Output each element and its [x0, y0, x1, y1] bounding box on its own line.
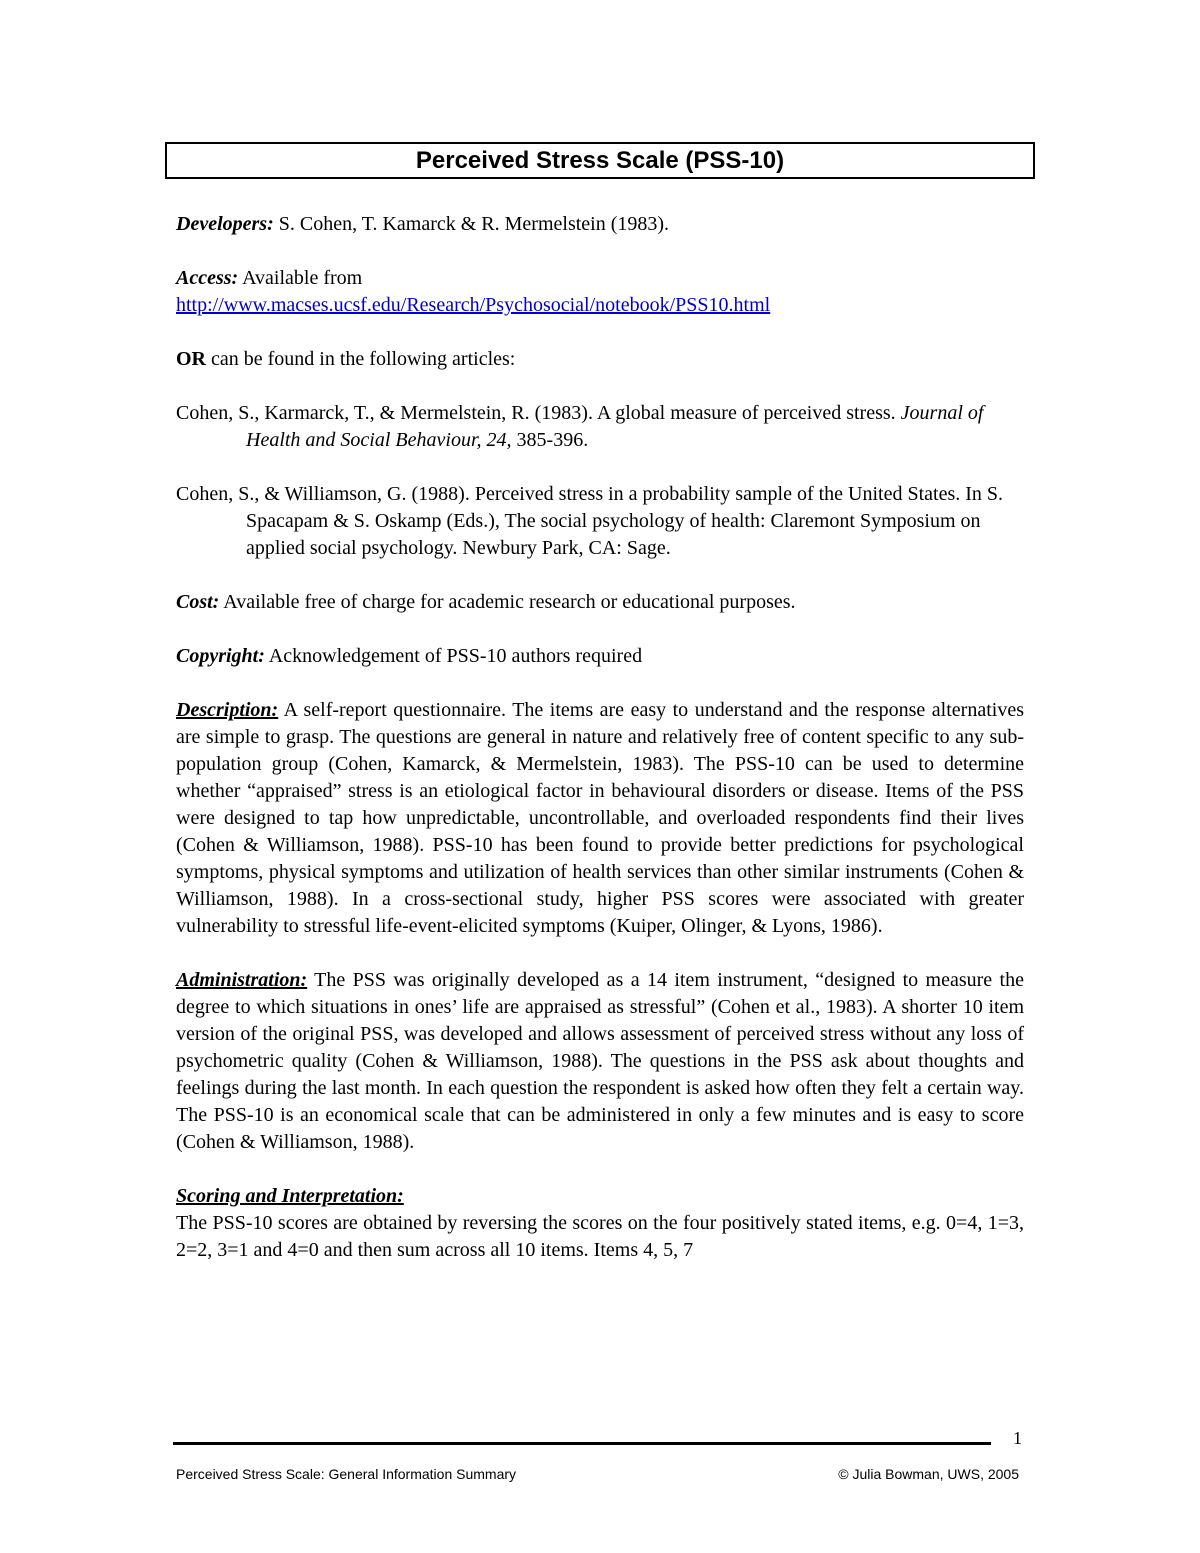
cost-label: Cost: [176, 591, 220, 613]
access-text: Available from [238, 267, 363, 289]
copyright-label: Copyright: [176, 645, 265, 667]
or-text: can be found in the following articles: [206, 348, 516, 370]
reference-1-pages: 385-396. [511, 429, 589, 451]
developers-label: Developers: [176, 213, 274, 235]
administration-label: Administration: [176, 969, 308, 991]
or-bold: OR [176, 348, 206, 370]
description-label: Description: [176, 699, 279, 721]
access-label: Access: [176, 267, 239, 289]
reference-1-text: Cohen, S., Karmarck, T., & Mermelstein, R. (1983). A global measure of perceived stress. [176, 402, 901, 424]
administration-section [176, 967, 1024, 1156]
cost-text: Available free of charge for academic research or educational purposes. [219, 591, 796, 613]
reference-item-1 [176, 400, 1024, 454]
document-body [176, 211, 1024, 1291]
scoring-label: Scoring and Interpretation: [176, 1185, 404, 1207]
scoring-text: The PSS-10 scores are obtained by reversing the scores on the four positively stated items, e.g. 0=4, 1=3, 2=2, 3=1 and 4=0 and then sum across all 10 items. Items 4, 5, 7 [176, 1212, 1024, 1261]
scoring-heading [176, 1183, 1024, 1210]
footer-document-title: Perceived Stress Scale: General Information Summary [176, 1466, 517, 1482]
administration-text: The PSS was originally developed as a 14 item instrument, “designed to measure the degree to which situations in ones’ life are appraised as stressful” (Cohen et al., 1983). A shorter 10 item version of the original PSS, was developed and allows assessment of perceived stress without any loss of psychometric quality (Cohen & Williamson, 1988). The questions in the PSS ask about thoughts and feelings during the last month. In each question the respondent is asked how often they felt a certain way. The PSS-10 is an economical scale that can be administered in only a few minutes and is easy to score (Cohen & Williamson, 1988). [176, 969, 1024, 1153]
footer-divider [173, 1442, 991, 1445]
cost-section [176, 589, 1024, 616]
reference-2-text: Cohen, S., & Williamson, G. (1988). Perceived stress in a probability sample of the United States. In S. Spacapam & S. Oskamp (Eds.), The social psychology of health: Claremont Symposium on applied social psychology. Newbury Park, CA: Sage. [176, 483, 1004, 559]
access-url-link[interactable]: http://www.macses.ucsf.edu/Research/Psychosocial/notebook/PSS10.html [176, 294, 771, 316]
copyright-text: Acknowledgement of PSS-10 authors required [264, 645, 643, 667]
reference-1-journal: Journal of Health and Social Behaviour, 24, [246, 402, 984, 451]
page-title: Perceived Stress Scale (PSS-10) [165, 142, 1035, 179]
reference-item-2 [176, 481, 1024, 562]
developers-text: S. Cohen, T. Kamarck & R. Mermelstein (1983). [273, 213, 670, 235]
developers-section [176, 211, 1024, 238]
page-number: 1 [1013, 1428, 1022, 1448]
or-line [176, 346, 1024, 373]
copyright-section [176, 643, 1024, 670]
footer-copyright: © Julia Bowman, UWS, 2005 [838, 1466, 1019, 1482]
description-section [176, 697, 1024, 940]
access-section [176, 265, 1024, 319]
description-text: A self-report questionnaire. The items are easy to understand and the response alternatives are simple to grasp. The questions are general in nature and relatively free of content specific to any sub-population group (Cohen, Kamarck, & Mermelstein, 1983). The PSS-10 can be used to determine whether “appraised” stress is an etiological factor in behavioural disorders or disease. Items of the PSS were designed to tap how unpredictable, uncontrollable, and overloaded respondents find their lives (Cohen & Williamson, 1988). PSS-10 has been found to provide better predictions for psychological symptoms, physical symptoms and utilization of health services than other similar instruments (Cohen & Williamson, 1988). In a cross-sectional study, higher PSS scores were associated with greater vulnerability to stressful life-event-elicited symptoms (Kuiper, Olinger, & Lyons, 1986). [176, 699, 1024, 937]
